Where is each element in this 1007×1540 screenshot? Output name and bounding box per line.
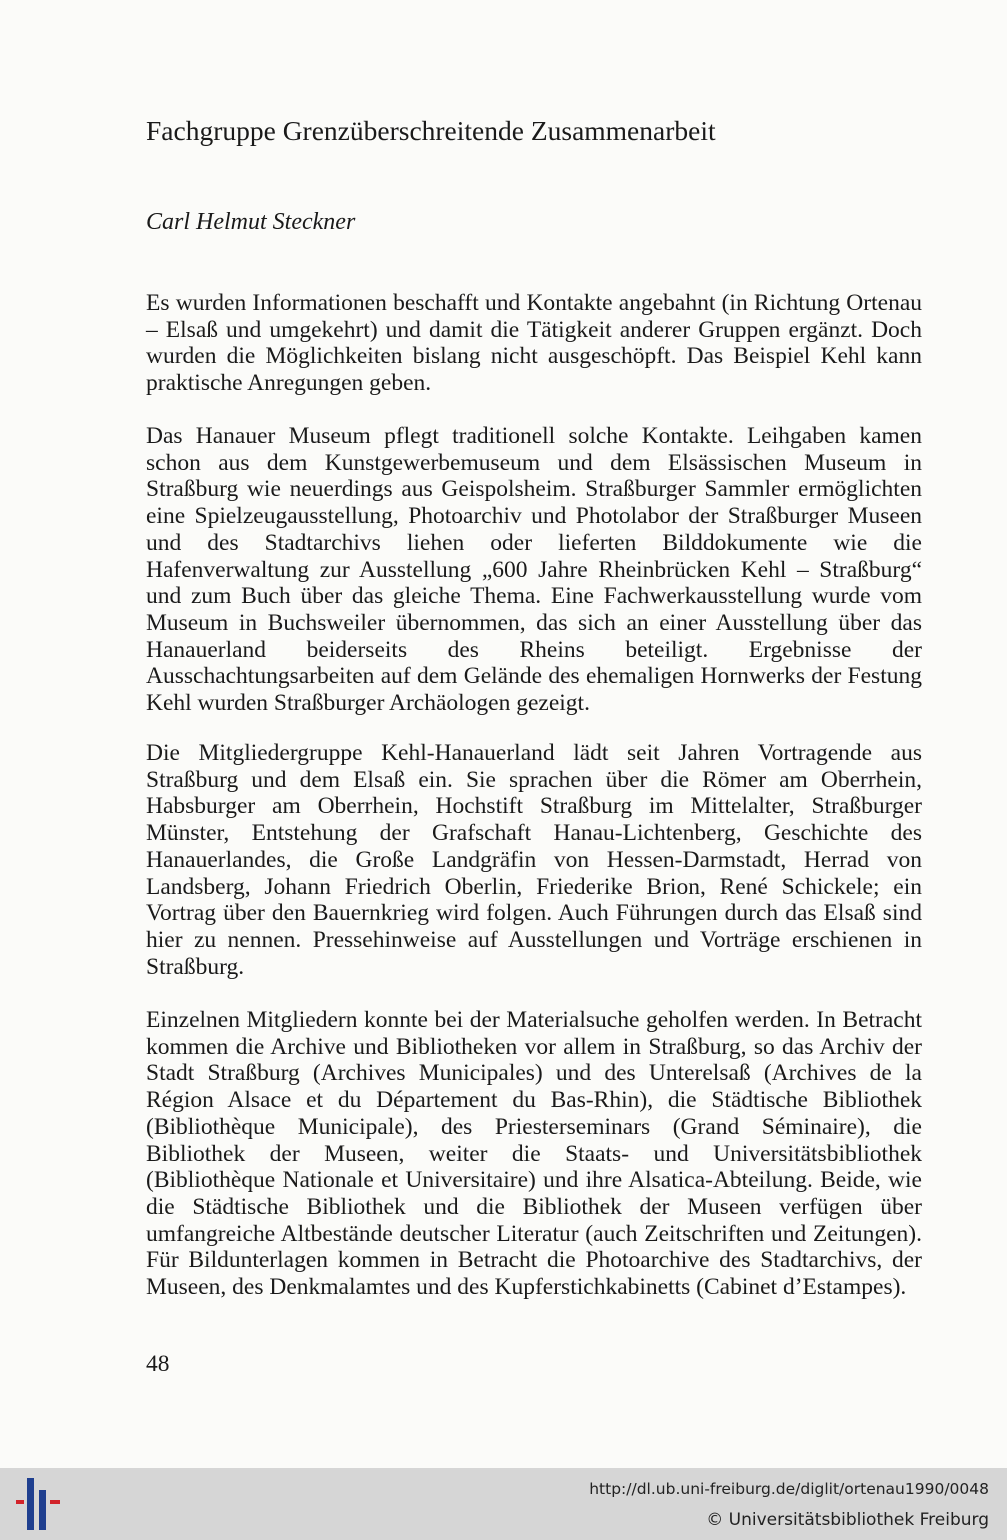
paragraph: Das Hanauer Museum pflegt traditionell solche Kontakte. Leihgaben kamen schon aus dem Kunstgewerbemuseum und dem Elsässischen Museum in Straßburg wie neuerdings aus Geispolsheim. Straßburger Sammler ermöglichten eine Spielzeugausstellung, Photoarchiv und Photolabor der Straßburger Museen und des Stadtarchivs liehen oder lieferten Bilddokumente wie die Hafenverwaltung zur Ausstellung „600 Jahre Rheinbrücken Kehl – Straßburg“ und zum Buch über das gleiche Thema. Eine Fachwerkausstellung wurde vom Museum in Buchsweiler übernommen, das sich an einer Ausstellung über das Hanauerland beiderseits des Rheins beteiligt. Ergebnisse der Ausschachtungsarbeiten auf dem Gelände des ehemaligen Hornwerks der Festung Kehl wurden Straßburger Archäologen gezeigt. (146, 423, 922, 717)
paragraph: Die Mitgliedergruppe Kehl-Hanauerland lädt seit Jahren Vortragende aus Straßburg und dem Elsaß ein. Sie sprachen über die Römer am Oberrhein, Habsburger am Oberrhein, Hochstift Straßburg im Mittelalter, Straßburger Münster, Entstehung der Grafschaft Hanau-Lichtenberg, Geschichte des Hanauerlandes, die Große Landgräfin von Hessen-Darmstadt, Herrad von Landsberg, Johann Friedrich Oberlin, Friederike Brion, René Schickele; ein Vortrag über den Bauernkrieg wird folgen. Auch Führungen durch das Elsaß sind hier zu nennen. Pressehinweise auf Ausstellungen und Vorträge erschienen in Straßburg. (146, 740, 922, 980)
page-number: 48 (146, 1351, 170, 1377)
article-author: Carl Helmut Steckner (146, 209, 356, 235)
footer-bar (0, 1468, 1007, 1540)
article-heading: Fachgruppe Grenzüberschreitende Zusammenarbeit (146, 115, 716, 146)
paragraph: Es wurden Informationen beschafft und Kontakte angebahnt (in Richtung Ortenau – Elsaß und umgekehrt) und damit die Tätigkeit anderer Gruppen ergänzt. Doch wurden die Möglichkeiten bislang nicht ausgeschöpft. Das Beispiel Kehl kann praktische Anregungen geben. (146, 290, 922, 397)
copyright-notice: © Universitätsbibliothek Freiburg (706, 1510, 989, 1530)
source-url-link[interactable]: http://dl.ub.uni-freiburg.de/diglit/ortenau1990/0048 (589, 1480, 989, 1498)
ub-freiburg-logo-icon (14, 1476, 64, 1532)
paragraph: Einzelnen Mitgliedern konnte bei der Materialsuche geholfen werden. In Betracht kommen die Archive und Bibliotheken vor allem in Straßburg, so das Archiv der Stadt Straßburg (Archives Municipales) und des Unterelsaß (Archives de la Région Alsace et du Département du Bas-Rhin), die Städtische Bibliothek (Bibliothèque Municipale), des Priesterseminars (Grand Séminaire), die Bibliothek der Museen, weiter die Staats- und Universitätsbibliothek (Bibliothèque Nationale et Universitaire) und ihre Alsatica-Abteilung. Beide, wie die Städtische Bibliothek und die Bibliothek der Museen verfügen über umfangreiche Altbestände deutscher Literatur (auch Zeitschriften und Zeitungen). Für Bildunterlagen kommen in Betracht die Photoarchive des Stadtarchivs, der Museen, des Denkmalamtes und des Kupferstichkabinetts (Cabinet d’Estampes). (146, 1007, 922, 1301)
